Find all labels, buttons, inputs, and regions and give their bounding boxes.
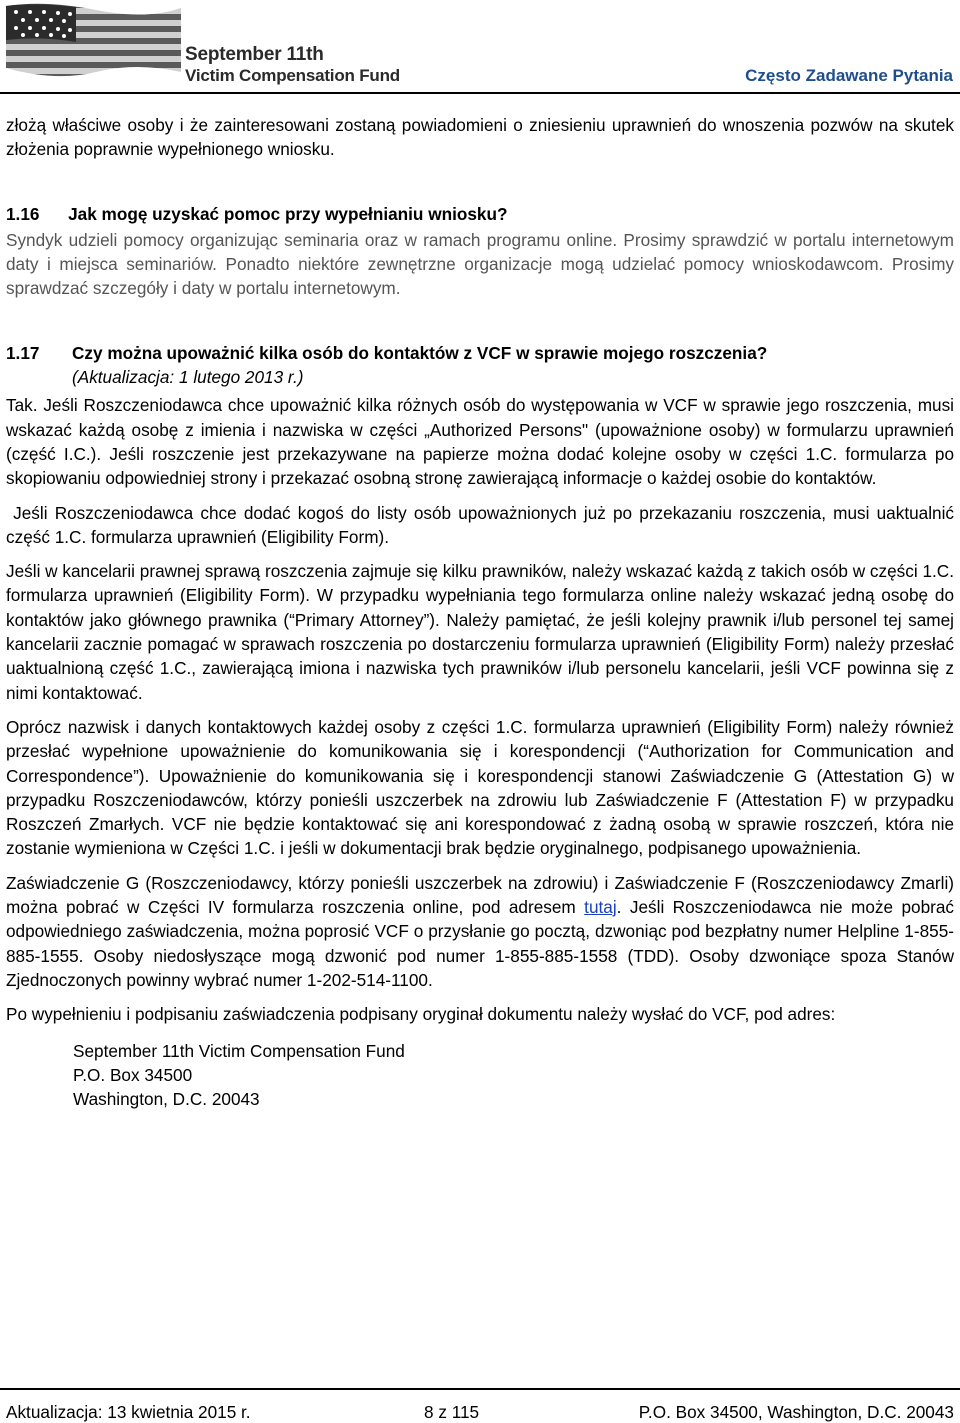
- question-title: Jak mogę uzyskać pomoc przy wypełnianiu wniosku?: [68, 203, 508, 224]
- flag-logo-icon: [6, 2, 181, 84]
- paragraph-text: . Jeśli Roszczeniodawca nie może pobrać odpowiedniego zaświadczenia, można poprosić VCF o przysłanie go pocztą, dzwoniąc pod bezpłatny numer Helpline 1-855-885-1555. Osoby niedosłyszące mogą dzwonić pod numer 1-855-885-1558 (TDD). Osoby dzwoniące spoza Stanów Zjednoczonych powinny wybrać numer 1-202-514-1100.: [6, 897, 955, 990]
- answer-paragraph-3: Jeśli w kancelarii prawnej sprawą roszczenia zajmuje się kilku prawników, należy wskazać każdą z takich osób w części 1.C. formularza uprawnień (Eligibility Form). W przypadku wypełniania tego formularza online należy wskazać jedną osobę do kontaktów jako głównego prawnika (“Primary Attorney”). Należy pamiętać, że jeśli kolejny prawnik i/lub personel tej samej kancelarii zacznie pomagać w sprawach roszczenia po dostarczeniu formularza uprawnień (Eligibility Form) należy przesłać uaktualnioną część 1.C., zawierającą imiona i nazwiska tych prawników i/lub personelu kancelarii, jeśli VCF powinna się z nimi kontaktować.: [6, 561, 954, 703]
- footer-divider: [0, 1388, 960, 1390]
- footer-address: P.O. Box 34500, Washington, D.C. 20043: [638, 1402, 954, 1422]
- logo-text-line2: Victim Compensation Fund: [185, 66, 400, 85]
- header-title: Często Zadawane Pytania: [745, 66, 953, 85]
- answer-paragraph-4: Oprócz nazwisk i danych kontaktowych każdej osoby z części 1.C. formularza uprawnień (Eligibility Form) należy również przesłać wypełnione upoważnienie do komunikowania się i korespondencji (“Authorization for Communication and Correspondence”). Upoważnienie do komunikowania się i korespondencji stanowi Zaświadczenie G (Attestation G) w przypadku Roszczeniodawców, którzy ponieśli uszczerbek na zdrowiu lub Zaświadczenie F (Attestation F) w przypadku Roszczeń Zmarłych. VCF nie będzie kontaktować się ani korespondować z żadną osobą w sprawie roszczeń, która nie zostanie wymieniona w Części 1.C. i jeśli w dokumentacji brak będzie oryginalnego, podpisanego upoważnienia.: [6, 716, 954, 859]
- answer-paragraph-5: [6, 871, 954, 992]
- answer-1-16: Syndyk udzieli pomocy organizując seminaria oraz w ramach programu online. Prosimy sprawdzić w portalu internetowym daty i miejsca seminariów. Ponadto niektóre zewnętrzne organizacje mogą udzielać pomocy wnioskodawcom. Prosimy sprawdzać szczegóły i daty w portalu internetowym.: [6, 229, 954, 299]
- footer-page-number: 8 z 115: [424, 1402, 480, 1422]
- question-1-16-heading: [6, 202, 954, 226]
- here-link[interactable]: tutaj: [584, 897, 617, 918]
- address-line-3: Washington, D.C. 20043: [73, 1089, 260, 1110]
- answer-paragraph-1: Tak. Jeśli Roszczeniodawca chce upoważnić kilka różnych osób do występowania w VCF w sprawie jego roszczenia, musi wskazać każdą osobę z imienia i nazwiska w części „Authorized Persons" (upoważnione osoby) w formularzu uprawnień (część I.C.). Jeśli roszczenie jest przekazywane na papierze można dodać kolejne osoby w części 1.C. formularza po skopiowaniu odpowiedniej strony i przekazać osobną stronę zawierającą informacje o każdej osobie do kontaktów.: [6, 395, 954, 489]
- question-1-17-heading: [6, 341, 954, 390]
- address-line-1: September 11th Victim Compensation Fund: [73, 1040, 405, 1061]
- page-header: [0, 0, 960, 96]
- answer-paragraph-6: Po wypełnieniu i podpisaniu zaświadczenia podpisany oryginał dokumentu należy wysłać do VCF, pod adres:: [6, 1004, 836, 1025]
- paragraph-text: Zaświadczenie G (Roszczeniodawcy, którzy ponieśli uszczerbek na zdrowiu) i Zaświadczenie F (Roszczeniodawcy Zmarli) można pobrać w Części IV formularza roszczenia online, pod adresem: [6, 872, 954, 918]
- intro-paragraph: złożą właściwe osoby i że zainteresowani zostaną powiadomieni o zniesieniu uprawnień do wnoszenia pozwów na skutek złożenia poprawnie wypełnionego wniosku.: [6, 115, 954, 160]
- header-divider: [0, 92, 960, 94]
- document-body: [6, 113, 959, 1111]
- question-title: Czy można upoważnić kilka osób do kontaktów z VCF w sprawie mojego roszczenia?: [72, 342, 768, 363]
- update-note: (Aktualizacja: 1 lutego 2013 r.): [72, 367, 304, 388]
- mailing-address: [6, 1039, 954, 1112]
- answer-paragraph-2: Jeśli Roszczeniodawca chce dodać kogoś do listy osób upoważnionych już po przekazaniu roszczenia, musi uaktualnić część 1.C. formularza uprawnień (Eligibility Form).: [6, 502, 959, 547]
- logo-text-line1: September 11th: [185, 44, 324, 65]
- footer-update-date: Aktualizacja: 13 kwietnia 2015 r.: [6, 1402, 251, 1422]
- address-line-2: P.O. Box 34500: [73, 1064, 193, 1085]
- question-number: 1.16: [6, 203, 40, 224]
- question-number: 1.17: [6, 342, 40, 363]
